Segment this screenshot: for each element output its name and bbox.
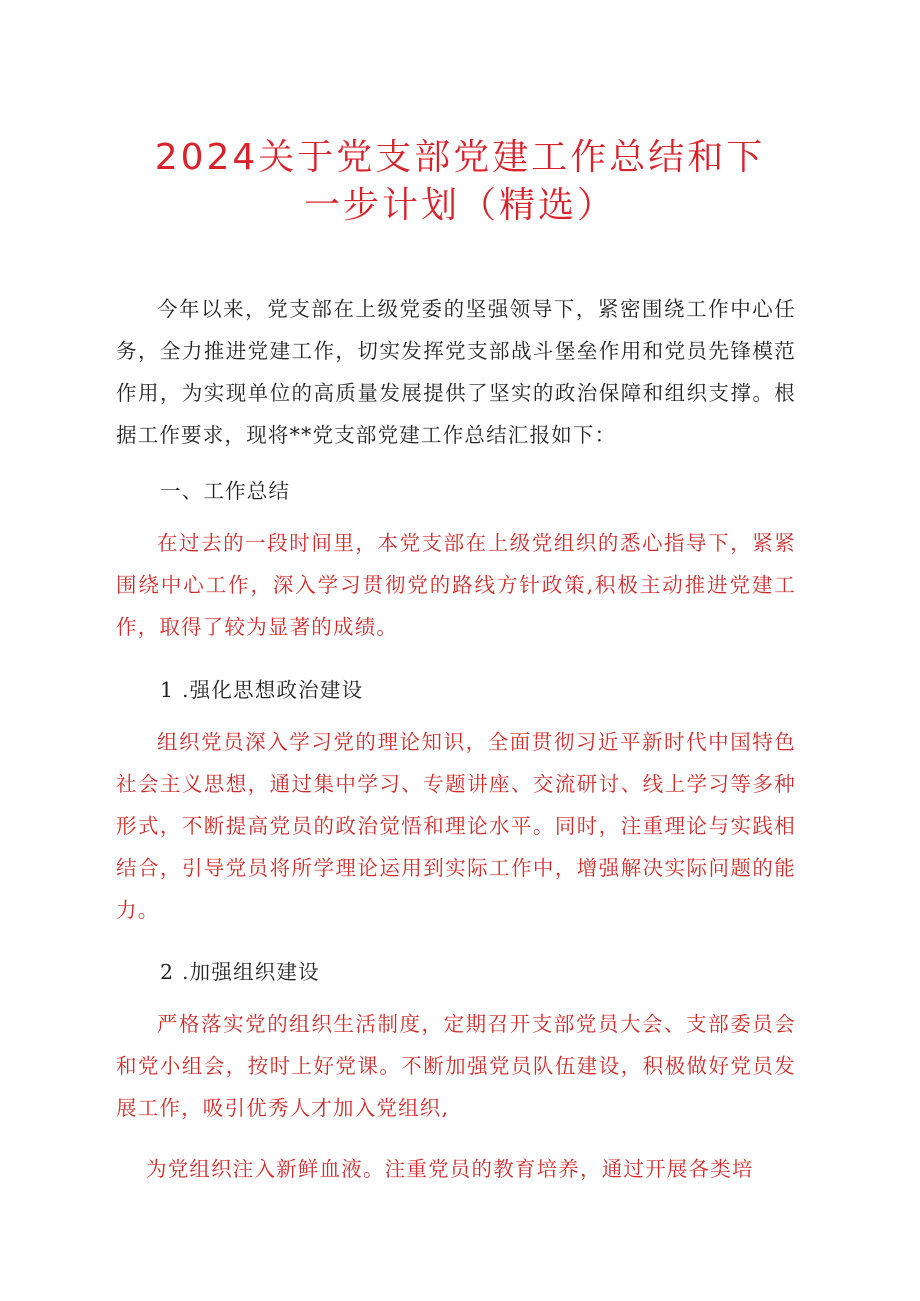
item-2-continued-paragraph: 为党组织注入新鲜血液。注重党员的教育培养，通过开展各类培 (146, 1157, 754, 1181)
document-title-line-1: 2024关于党支部党建工作总结和下 (154, 137, 766, 178)
document-title-line-2: 一步计划（精选） (303, 185, 616, 226)
section-1-paragraph: 在过去的一段时间里，本党支部在上级党组织的悉心指导下，紧紧围绕中心工作，深入学习贯彻党的路线方针政策,积极主动推进党建工作，取得了较为显著的成绩。 (116, 531, 796, 639)
item-1-paragraph: 组织党员深入学习党的理论知识，全面贯彻习近平新时代中国特色社会主义思想，通过集中学习、专题讲座、交流研讨、线上学习等多种形式，不断提高党员的政治觉悟和理论水平。同时，注重理论与实践相结合，引导党员将所学理论运用到实际工作中，增强解决实际问题的能力。 (116, 730, 796, 922)
item-1-heading: 1 .强化思想政治建设 (160, 678, 364, 702)
intro-paragraph: 今年以来，党支部在上级党委的坚强领导下，紧密围绕工作中心任务，全力推进党建工作，切实发挥党支部战斗堡垒作用和党员先锋模范作用，为实现单位的高质量发展提供了坚实的政治保障和组织支撑。根据工作要求，现将**党支部党建工作总结汇报如下： (116, 297, 796, 447)
section-1-heading: 一、工作总结 (160, 479, 291, 503)
item-2-heading: 2 .加强组织建设 (160, 960, 320, 984)
item-2-paragraph: 严格落实党的组织生活制度，定期召开支部党员大会、支部委员会和党小组会，按时上好党课。不断加强党员队伍建设，积极做好党员发展工作，吸引优秀人才加入党组织, (116, 1012, 796, 1120)
